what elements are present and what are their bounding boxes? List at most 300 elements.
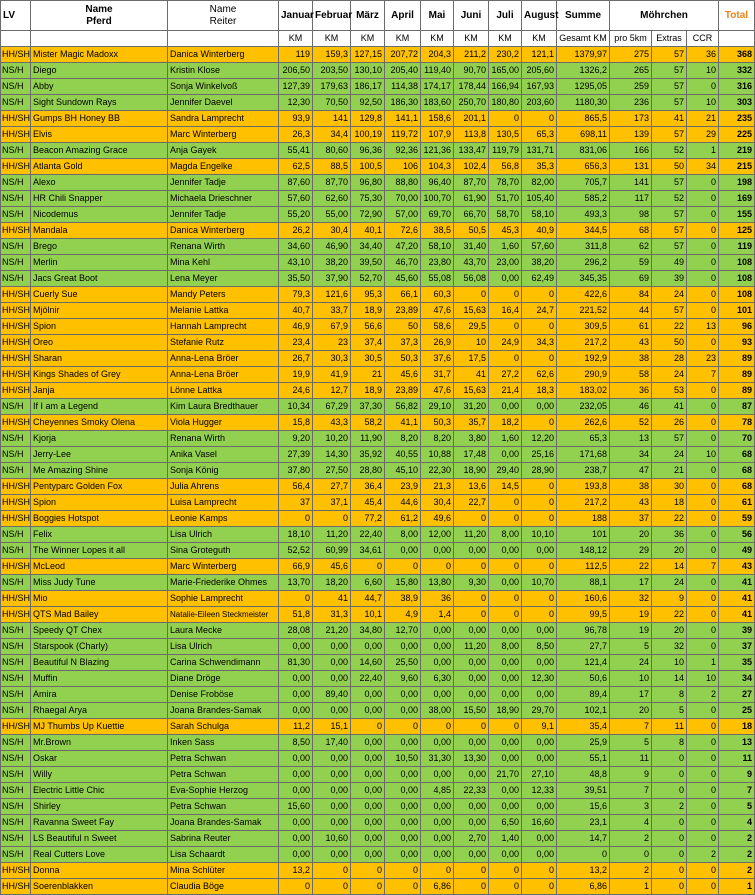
month-km-cell: 45,3 [489,223,522,239]
total-cell: 108 [719,255,755,271]
pferd-name-cell: Jacs Great Boot [31,271,168,287]
month-km-cell: 62,6 [522,367,557,383]
month-km-cell: 47,6 [421,383,454,399]
month-km-cell: 6,50 [489,815,522,831]
month-km-cell: 37,4 [351,335,385,351]
ccr-cell: 0 [687,463,719,479]
month-km-cell: 26,2 [279,223,313,239]
pferd-name-cell: Gumps BH Honey BB [31,111,168,127]
month-km-cell: 34,4 [313,127,351,143]
month-km-cell: 106 [385,159,421,175]
lv-cell: HH/SH [1,303,31,319]
month-km-cell: 0 [385,879,421,895]
month-km-cell: 0,00 [489,847,522,863]
month-km-cell: 0,00 [522,655,557,671]
month-km-cell: 0 [522,479,557,495]
month-km-cell: 0,00 [385,799,421,815]
total-cell: 68 [719,463,755,479]
total-cell: 78 [719,415,755,431]
month-km-cell: 18,90 [454,463,489,479]
reiter-name-cell: Joana Brandes-Samak [168,703,279,719]
month-km-cell: 22,40 [351,671,385,687]
unit-km: KM [522,31,557,47]
table-row [1,303,755,319]
summe-cell: 23,1 [557,815,610,831]
lv-cell: NS/H [1,783,31,799]
summe-cell: 27,7 [557,639,610,655]
month-km-cell: 49,6 [421,511,454,527]
month-km-cell: 186,30 [385,95,421,111]
total-cell: 70 [719,431,755,447]
month-km-cell: 0,00 [313,703,351,719]
month-km-cell: 0,00 [385,767,421,783]
month-km-cell: 121,6 [313,287,351,303]
pferd-name-cell: Ravanna Sweet Fay [31,815,168,831]
month-km-cell: 159,3 [313,47,351,63]
month-km-cell: 39,50 [351,255,385,271]
lv-cell: HH/SH [1,415,31,431]
reiter-name-cell: Mina Kehl [168,255,279,271]
lv-cell: NS/H [1,463,31,479]
month-km-cell: 87,60 [279,175,313,191]
month-header-juni: Juni [454,1,489,31]
pferd-name-cell: Spion [31,495,168,511]
month-km-cell: 26,9 [421,335,454,351]
month-km-cell: 87,70 [454,175,489,191]
month-km-cell: 56,08 [454,271,489,287]
lv-cell: NS/H [1,431,31,447]
lv-cell: NS/H [1,815,31,831]
month-km-cell: 40,55 [385,447,421,463]
month-km-cell: 18,90 [489,703,522,719]
reiter-header-top: Name [209,3,237,15]
month-km-cell: 30,4 [313,223,351,239]
month-km-cell: 0,00 [351,847,385,863]
summe-cell: 217,2 [557,495,610,511]
month-km-cell: 0,00 [351,703,385,719]
table-row [1,63,755,79]
month-km-cell: 29,10 [421,399,454,415]
pferd-name-cell: Willy [31,767,168,783]
reiter-name-cell: Viola Hugger [168,415,279,431]
month-km-cell: 4,9 [385,607,421,623]
month-km-cell: 0,00 [522,543,557,559]
pferd-name-cell: Cuerly Sue [31,287,168,303]
ccr-cell: 0 [687,191,719,207]
month-km-cell: 0 [522,111,557,127]
month-km-cell: 0 [454,559,489,575]
month-km-cell: 0 [454,879,489,895]
month-km-cell: 50 [385,319,421,335]
month-km-cell: 0,00 [351,767,385,783]
month-km-cell: 28,80 [351,463,385,479]
total-cell: 89 [719,383,755,399]
total-cell: 41 [719,575,755,591]
summe-cell: 15,6 [557,799,610,815]
summe-cell: 1295,05 [557,79,610,95]
pro5km-cell: 236 [610,95,652,111]
month-km-cell: 58,2 [351,415,385,431]
month-km-cell: 0,00 [351,815,385,831]
month-km-cell: 10,10 [522,527,557,543]
summe-cell: 188 [557,511,610,527]
extras-cell: 57 [652,239,687,255]
reiter-name-cell: Julia Ahrens [168,479,279,495]
ccr-cell: 0 [687,591,719,607]
month-km-cell: 0 [489,111,522,127]
lv-cell: NS/H [1,751,31,767]
pro5km-cell: 275 [610,47,652,63]
pferd-name-cell: Kjorja [31,431,168,447]
table-body [1,47,755,895]
month-km-cell: 50,5 [454,223,489,239]
lv-cell: HH/SH [1,591,31,607]
month-km-cell: 0 [421,863,454,879]
summe-cell: 865,5 [557,111,610,127]
extras-cell: 20 [652,623,687,639]
month-km-cell: 10,88 [421,447,454,463]
total-cell: 41 [719,607,755,623]
month-km-cell: 0 [351,863,385,879]
month-km-cell: 23 [313,335,351,351]
month-km-cell: 0 [489,351,522,367]
ccr-cell: 29 [687,127,719,143]
month-km-cell: 130,5 [489,127,522,143]
month-km-cell: 0,00 [454,815,489,831]
total-cell: 43 [719,559,755,575]
pferd-name-cell: MJ Thumbs Up Kuettie [31,719,168,735]
extras-cell: 14 [652,559,687,575]
month-header-juli: Juli [489,1,522,31]
month-km-cell: 23,9 [385,479,421,495]
lv-cell: NS/H [1,95,31,111]
summe-cell: 121,4 [557,655,610,671]
total-cell: 2 [719,847,755,863]
pferd-header-top: Name [85,3,113,15]
month-km-cell: 30,4 [421,495,454,511]
lv-cell: HH/SH [1,287,31,303]
month-km-cell: 0,00 [421,815,454,831]
table-row [1,271,755,287]
month-km-cell: 186,17 [351,79,385,95]
month-km-cell: 0,00 [385,543,421,559]
month-km-cell: 0 [454,863,489,879]
extras-cell: 21 [652,463,687,479]
month-km-cell: 24,7 [522,303,557,319]
month-km-cell: 51,70 [489,191,522,207]
pferd-name-cell: Felix [31,527,168,543]
month-km-cell: 13,30 [454,751,489,767]
month-km-cell: 0 [385,719,421,735]
subheader-empty [31,31,168,47]
ccr-cell: 34 [687,159,719,175]
ccr-cell: 0 [687,255,719,271]
reiter-name-cell: Leonie Kamps [168,511,279,527]
summe-cell: 48,8 [557,767,610,783]
month-km-cell: 31,30 [421,751,454,767]
pferd-header-bottom: Pferd [86,15,112,27]
table-row [1,287,755,303]
pro5km-cell: 22 [610,559,652,575]
ccr-cell: 7 [687,559,719,575]
lv-cell: NS/H [1,271,31,287]
ccr-cell: 0 [687,831,719,847]
month-km-cell: 21,3 [421,479,454,495]
lv-cell: HH/SH [1,127,31,143]
ccr-cell: 0 [687,495,719,511]
month-km-cell: 0,00 [489,447,522,463]
reiter-name-cell: Mandy Peters [168,287,279,303]
pro5km-cell: 59 [610,255,652,271]
extras-cell: 41 [652,399,687,415]
summe-cell: 1180,30 [557,95,610,111]
table-row [1,735,755,751]
pro5km-cell: 17 [610,575,652,591]
month-km-cell: 56,6 [351,319,385,335]
lv-cell: NS/H [1,175,31,191]
month-km-cell: 180,80 [489,95,522,111]
month-km-cell: 174,17 [421,79,454,95]
month-km-cell: 12,30 [522,671,557,687]
month-km-cell: 50,3 [385,351,421,367]
table-row [1,783,755,799]
lv-cell: NS/H [1,831,31,847]
month-km-cell: 9,30 [454,575,489,591]
total-cell: 2 [719,831,755,847]
month-km-cell: 60,99 [313,543,351,559]
month-km-cell: 12,70 [385,623,421,639]
ccr-label: CCR [687,31,719,47]
pferd-name-cell: If I am a Legend [31,399,168,415]
pro5km-label: pro 5km [610,31,652,47]
pferd-name-cell: LS Beautiful n Sweet [31,831,168,847]
lv-cell: HH/SH [1,223,31,239]
pferd-name-cell: Beautiful N Blazing [31,655,168,671]
lv-header: LV [1,1,31,31]
month-km-cell: 0,00 [313,655,351,671]
month-km-cell: 0,00 [454,735,489,751]
pferd-name-cell: Abby [31,79,168,95]
pro5km-cell: 4 [610,815,652,831]
month-km-cell: 127,15 [351,47,385,63]
ccr-cell: 10 [687,671,719,687]
summe-cell: 698,11 [557,127,610,143]
month-km-cell: 0,00 [421,847,454,863]
month-km-cell: 96,80 [351,175,385,191]
extras-cell: 22 [652,511,687,527]
pro5km-cell: 2 [610,863,652,879]
pro5km-cell: 62 [610,239,652,255]
month-km-cell: 0,00 [385,815,421,831]
table-row [1,79,755,95]
table-row [1,751,755,767]
month-km-cell: 15,50 [454,703,489,719]
month-km-cell: 0 [279,879,313,895]
table-row [1,383,755,399]
unit-km: KM [489,31,522,47]
pferd-name-cell: Atlanta Gold [31,159,168,175]
ccr-cell: 0 [687,751,719,767]
month-km-cell: 70,50 [313,95,351,111]
month-km-cell: 35,7 [454,415,489,431]
month-km-cell: 0 [522,511,557,527]
month-km-cell: 13,70 [279,575,313,591]
month-km-cell: 9,20 [279,431,313,447]
extras-cell: 57 [652,431,687,447]
lv-cell: NS/H [1,207,31,223]
total-cell: 1 [719,879,755,895]
month-km-cell: 18,2 [489,415,522,431]
month-km-cell: 230,2 [489,47,522,63]
month-km-cell: 0 [522,879,557,895]
lv-cell: HH/SH [1,159,31,175]
month-km-cell: 43,70 [454,255,489,271]
total-cell: 34 [719,671,755,687]
month-km-cell: 29,5 [454,319,489,335]
month-km-cell: 158,6 [421,111,454,127]
extras-cell: 32 [652,639,687,655]
pro5km-cell: 7 [610,719,652,735]
month-km-cell: 0,00 [351,687,385,703]
month-km-cell: 1,4 [421,607,454,623]
month-km-cell: 69,70 [421,207,454,223]
month-km-cell: 0,00 [454,671,489,687]
pferd-name-cell: Boggies Hotspot [31,511,168,527]
month-km-cell: 15,60 [279,799,313,815]
month-km-cell: 0 [489,719,522,735]
month-km-cell: 0 [522,415,557,431]
month-km-cell: 11,90 [351,431,385,447]
total-cell: 101 [719,303,755,319]
lv-cell: NS/H [1,255,31,271]
pferd-name-cell: Cheyennes Smoky Olena [31,415,168,431]
extras-cell: 30 [652,479,687,495]
summe-cell: 35,4 [557,719,610,735]
summe-header: Summe [557,1,610,31]
lv-cell: NS/H [1,639,31,655]
month-header-februar: Februar [313,1,351,31]
month-km-cell: 90,70 [454,63,489,79]
month-km-cell: 0,00 [489,655,522,671]
ccr-cell: 2 [687,687,719,703]
month-km-cell: 55,41 [279,143,313,159]
lv-cell: NS/H [1,191,31,207]
pferd-name-cell: Rhaegal Arya [31,703,168,719]
month-km-cell: 66,1 [385,287,421,303]
month-km-cell: 15,8 [279,415,313,431]
summe-cell: 50,6 [557,671,610,687]
summe-cell: 232,05 [557,399,610,415]
reiter-name-cell: Claudia Böge [168,879,279,895]
month-km-cell: 8,00 [385,527,421,543]
month-km-cell: 27,10 [522,767,557,783]
pferd-name-cell: Mister Magic Madoxx [31,47,168,63]
month-km-cell: 31,40 [454,239,489,255]
lv-cell: HH/SH [1,111,31,127]
table-row [1,143,755,159]
month-km-cell: 22,33 [454,783,489,799]
month-km-cell: 45,6 [313,559,351,575]
month-km-cell: 34,60 [279,239,313,255]
month-km-cell: 43,3 [313,415,351,431]
month-km-cell: 0,00 [489,687,522,703]
month-km-cell: 57,00 [385,207,421,223]
extras-cell: 24 [652,367,687,383]
reiter-name-cell: Hannah Lamprecht [168,319,279,335]
month-km-cell: 0,00 [421,767,454,783]
summe-cell: 221,52 [557,303,610,319]
month-km-cell: 18,9 [351,383,385,399]
month-km-cell: 55,00 [313,207,351,223]
month-km-cell: 100,5 [351,159,385,175]
month-km-cell: 0 [279,511,313,527]
ccr-cell: 10 [687,95,719,111]
table-row [1,95,755,111]
total-cell: 368 [719,47,755,63]
month-km-cell: 31,7 [421,367,454,383]
ccr-cell: 0 [687,607,719,623]
month-km-cell: 0,00 [522,735,557,751]
pro5km-cell: 0 [610,847,652,863]
pferd-name-cell: Alexo [31,175,168,191]
unit-km: KM [279,31,313,47]
month-km-cell: 129,8 [351,111,385,127]
pro5km-cell: 11 [610,751,652,767]
subheader-empty [719,31,755,47]
month-km-cell: 0,00 [489,543,522,559]
month-km-cell: 0,00 [279,703,313,719]
lv-cell: NS/H [1,239,31,255]
reiter-name-cell: Kristin Klose [168,63,279,79]
lv-cell: HH/SH [1,607,31,623]
extras-cell: 57 [652,63,687,79]
month-km-cell: 16,4 [489,303,522,319]
ccr-cell: 10 [687,63,719,79]
pferd-name-cell: Miss Judy Tune [31,575,168,591]
month-km-cell: 56,8 [489,159,522,175]
pferd-name-cell: Mio [31,591,168,607]
month-km-cell: 35,3 [522,159,557,175]
month-km-cell: 0,00 [421,639,454,655]
month-km-cell: 37,6 [421,351,454,367]
month-km-cell: 0 [489,495,522,511]
ccr-cell: 13 [687,319,719,335]
ccr-cell: 0 [687,287,719,303]
month-km-cell: 60,3 [421,287,454,303]
table-row [1,495,755,511]
month-km-cell: 0,00 [522,687,557,703]
month-km-cell: 15,63 [454,303,489,319]
extras-cell: 2 [652,799,687,815]
summe-cell: 96,78 [557,623,610,639]
pferd-name-cell: HR Chili Snapper [31,191,168,207]
ccr-cell: 1 [687,655,719,671]
table-row [1,831,755,847]
month-km-cell: 30,3 [313,351,351,367]
ccr-cell: 0 [687,575,719,591]
extras-cell: 50 [652,335,687,351]
month-km-cell: 0,00 [279,687,313,703]
reiter-name-cell: Sina Groteguth [168,543,279,559]
month-km-cell: 0 [522,319,557,335]
month-km-cell: 0,00 [489,623,522,639]
month-header-april: April [385,1,421,31]
extras-cell: 52 [652,143,687,159]
month-km-cell: 96,40 [421,175,454,191]
month-km-cell: 41,1 [385,415,421,431]
month-km-cell: 0,00 [279,847,313,863]
month-km-cell: 0 [351,879,385,895]
